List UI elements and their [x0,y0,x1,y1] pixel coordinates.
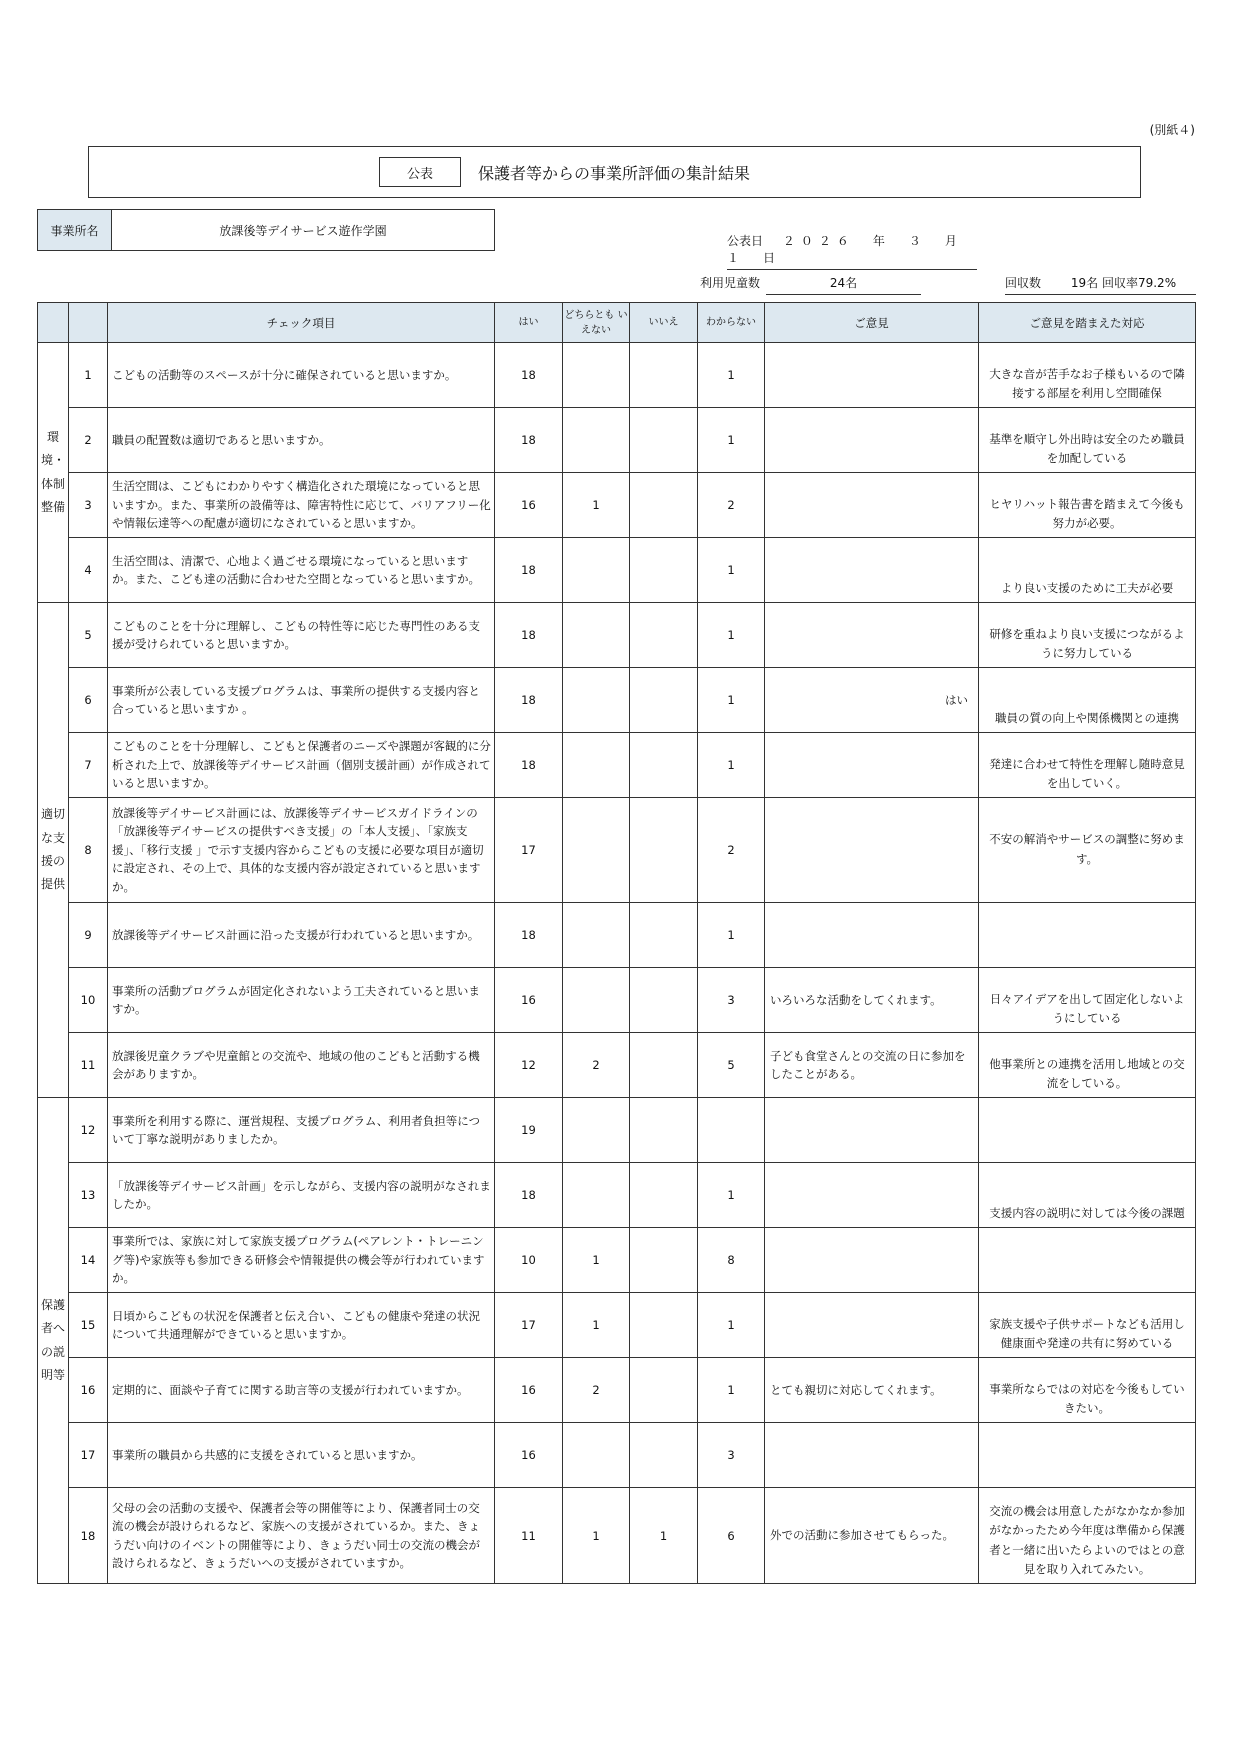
check-item-text: 日頃からこどもの状況を保護者と伝え合い、こどもの健康や発達の状況について共通理解ができていると思いますか。 [112,1308,480,1341]
count-no-text: 1 [659,1528,668,1543]
opinion-cell [765,538,979,603]
response-cell [979,733,1196,798]
opinion-cell [765,473,979,538]
table-row [38,798,1196,903]
count-yes-cell [495,1033,563,1098]
check-item-cell [108,1098,495,1163]
response-rate-value: 79.2% [1137,276,1177,290]
check-item-cell [108,1358,495,1423]
response-count-value: 19名 [1070,276,1099,290]
response-cell [979,903,1196,968]
table-row [38,538,1196,603]
count-no-cell [630,1488,698,1584]
table-row [38,1228,1196,1293]
check-item-text: 父母の会の活動の支援や、保護者会等の開催等により、保護者同士の交流の機会が設けられるなど、家族への支援がされているか。また、きょうだい向けのイベントの開催等により、きょうだい同士の交流の機会が設けられるなど、きょうだいへの支援がされていますか。 [112,1500,480,1570]
check-item-text: 事業所の職員から共感的に支援をされていると思いますか。 [112,1447,423,1462]
item-number-text: 12 [80,1123,96,1137]
check-item-text: 放課後等デイサービス計画に沿った支援が行われていると思いますか。 [112,927,480,942]
count-neither-cell [563,1033,630,1098]
check-item-cell [108,1488,495,1584]
item-number-text: 7 [84,758,92,772]
item-number-text: 6 [84,693,92,707]
opinion-text: 外での活動に参加させてもらった。 [770,1528,954,1543]
table-row [38,408,1196,473]
count-unknown-cell [698,538,765,603]
count-no-cell [630,1163,698,1228]
count-unknown-text: 1 [727,433,735,447]
table-row [38,968,1196,1033]
item-number-cell [69,408,108,473]
count-no-cell [630,1098,698,1163]
item-number-cell [69,1163,108,1228]
item-number-cell [69,603,108,668]
response-text: 他事業所との連携を活用し地域との交流をしている。 [989,1056,1185,1091]
check-item-text: 職員の配置数は適切であると思いますか。 [112,432,331,447]
count-no-cell [630,603,698,668]
table-row [38,1488,1196,1584]
item-number-cell [69,1293,108,1358]
response-stats [1005,274,1196,295]
header-response: ご意見を踏まえた対応 [979,303,1196,343]
count-yes-text: 17 [521,1318,536,1332]
count-neither-cell [563,603,630,668]
count-yes-cell [495,968,563,1033]
category-cell: 保護者への説明等 [38,1098,69,1584]
response-text: 日々アイデアを出して固定化しないようにしている [989,991,1185,1026]
check-item-text: 定期的に、面談や子育てに関する助言等の支援が行われていますか。 [112,1382,469,1397]
item-number-text: 18 [80,1528,96,1543]
count-neither-cell [563,1358,630,1423]
item-number-cell [69,538,108,603]
category-cell: 環境・体制整備 [38,343,69,603]
count-unknown-text: 1 [727,1383,735,1397]
opinion-cell [765,903,979,968]
count-yes-text: 18 [521,693,536,707]
response-cell [979,603,1196,668]
count-unknown-cell [698,668,765,733]
item-number-text: 9 [84,928,92,942]
check-item-cell [108,668,495,733]
response-text: 発達に合わせて特性を理解し随時意見を出していく。 [989,756,1185,791]
count-unknown-cell [698,1228,765,1293]
header-number [69,303,108,343]
table-row [38,1423,1196,1488]
count-yes-text: 16 [521,1383,536,1397]
title-box [88,146,1141,198]
response-text: 大きな音が苦手なお子様もいるので隣接する部屋を利用し空間確保 [989,366,1185,401]
count-unknown-cell [698,1488,765,1584]
count-unknown-cell [698,1033,765,1098]
count-neither-cell [563,473,630,538]
response-cell [979,798,1196,903]
office-name-box [37,209,495,251]
check-item-text: こどもの活動等のスペースが十分に確保されていると思いますか。 [112,367,457,382]
count-yes-cell [495,798,563,903]
evaluation-table [37,302,1196,1584]
count-neither-cell [563,1163,630,1228]
check-item-cell [108,538,495,603]
count-no-cell [630,798,698,903]
count-yes-text: 12 [521,1058,536,1072]
header-yes: はい [495,303,563,343]
check-item-cell [108,1423,495,1488]
count-yes-text: 18 [521,433,536,447]
response-cell [979,1033,1196,1098]
check-item-text: 生活空間は、清潔で、心地よく過ごせる環境になっていると思いますか。また、こども達の活動に合わせた空間となっていると思いますか。 [112,553,480,586]
count-unknown-text: 3 [727,993,735,1007]
item-number-text: 11 [80,1058,96,1072]
opinion-cell [765,603,979,668]
item-number-cell [69,1033,108,1098]
count-unknown-text: 1 [727,628,735,642]
item-number-cell [69,1488,108,1584]
check-item-cell [108,903,495,968]
count-unknown-cell [698,1293,765,1358]
count-neither-cell [563,668,630,733]
table-row [38,473,1196,538]
check-item-text: 事業所の活動プログラムが固定化されないよう工夫されていると思いますか。 [112,983,480,1016]
response-text: より良い支援のために工夫が必要 [1000,581,1174,596]
response-cell [979,1293,1196,1358]
count-yes-cell [495,668,563,733]
count-neither-text: 1 [592,1253,600,1267]
count-yes-cell [495,1163,563,1228]
count-yes-cell [495,1098,563,1163]
count-yes-text: 16 [521,498,536,512]
item-number-text: 10 [80,993,96,1007]
opinion-cell [765,733,979,798]
count-neither-cell [563,798,630,903]
count-unknown-text: 2 [727,843,735,857]
table-row [38,603,1196,668]
count-no-cell [630,473,698,538]
table-row [38,1033,1196,1098]
attachment-label: (別紙４) [1149,123,1195,137]
response-text: 交流の機会は用意したがなかなか参加がなかったため今年度は準備から保護者と一緒に出いたらよいのではとの意見を取り入れてみたい。 [989,1503,1185,1577]
count-unknown-cell [698,903,765,968]
item-number-cell [69,1228,108,1293]
count-neither-cell [563,538,630,603]
count-yes-cell [495,1228,563,1293]
count-unknown-text: 6 [727,1528,735,1543]
count-yes-text: 17 [521,843,536,857]
count-neither-cell [563,968,630,1033]
check-item-cell [108,1293,495,1358]
count-no-cell [630,1033,698,1098]
count-yes-text: 16 [521,993,536,1007]
count-yes-text: 18 [521,758,536,772]
count-yes-cell [495,733,563,798]
item-number-cell [69,733,108,798]
count-neither-text: 1 [592,1318,600,1332]
item-number-cell [69,343,108,408]
item-number-cell [69,668,108,733]
item-number-cell [69,1098,108,1163]
opinion-cell [765,1098,979,1163]
response-cell [979,1163,1196,1228]
opinion-text: 子ども食堂さんとの交流の日に参加をしたことがある。 [770,1048,966,1081]
count-unknown-text: 2 [727,498,735,512]
category-cell: 適切な支援の提供 [38,603,69,1098]
count-yes-cell [495,603,563,668]
check-item-text: 放課後等デイサービス計画には、放課後等デイサービスガイドラインの「放課後等デイサービスの提供すべき支援」の「本人支援」、「家族支援」、「移行支援 」で示す支援内容からこどもの支援に必要な項目が適切に設定され、その上で、具体的な支援内容が設定されていると思いますか。 [112,806,484,894]
check-item-cell [108,1033,495,1098]
response-text: 職員の質の向上や関係機関との連携 [995,711,1179,726]
response-cell [979,1098,1196,1163]
table-row [38,903,1196,968]
count-unknown-cell [698,343,765,408]
count-no-cell [630,408,698,473]
item-number-text: 5 [84,628,92,642]
item-number-text: 15 [80,1318,96,1332]
count-no-cell [630,733,698,798]
response-count-label: 回収数 [1005,276,1042,290]
response-text: 不安の解消やサービスの調整に努めます。 [989,832,1185,866]
check-item-cell [108,798,495,903]
opinion-cell [765,343,979,408]
count-no-cell [630,668,698,733]
item-number-text: 1 [84,368,92,382]
item-number-text: 4 [84,563,92,577]
table-row [38,1358,1196,1423]
count-yes-text: 18 [521,563,536,577]
opinion-cell [765,968,979,1033]
check-item-text: 生活空間は、こどもにわかりやすく構造化された環境になっていると思いますか。また、事業所の設備等は、障害特性に応じて、バリアフリー化や情報伝達等への配慮が適切になされていると思いますか。 [112,479,491,531]
check-item-text: 放課後児童クラブや児童館との交流や、地域の他のこどもと活動する機会がありますか。 [112,1048,480,1081]
table-row [38,343,1196,408]
opinion-text: とても親切に対応してくれます。 [770,1382,942,1397]
public-badge: 公表 [379,157,461,187]
publication-date [727,232,981,270]
opinion-cell [765,798,979,903]
check-item-text: 事業所では、家族に対して家族支援プログラム(ペアレント・トレーニング等)や家族等も参加できる研修会や情報提供の機会等が行われていますか。 [112,1234,485,1286]
response-text: 支援内容の説明に対しては今後の課題 [989,1206,1185,1221]
count-yes-text: 11 [521,1528,536,1543]
count-neither-text: 2 [592,1058,600,1072]
response-cell [979,408,1196,473]
check-item-cell [108,1163,495,1228]
user-count-value: 24名 [766,274,921,295]
item-number-text: 14 [80,1253,96,1267]
check-item-text: こどものことを十分に理解し、こどもの特性等に応じた専門性のある支援が受けられていると思いますか。 [112,618,480,651]
page-title: 保護者等からの事業所評価の集計結果 [478,164,751,183]
count-neither-cell [563,1423,630,1488]
count-neither-cell [563,1098,630,1163]
item-number-text: 17 [80,1448,96,1462]
response-text: 家族支援や子供サポートなども活用し健康面や発達の共有に努めている [989,1316,1185,1351]
response-text: 研修を重ねより良い支援につながるように努力している [989,626,1185,661]
check-item-text: 事業所が公表している支援プログラムは、事業所の提供する支援内容と合っていると思いますか 。 [112,683,480,716]
count-no-cell [630,1423,698,1488]
response-cell [979,1488,1196,1584]
check-item-cell [108,473,495,538]
count-no-cell [630,538,698,603]
count-yes-text: 18 [521,928,536,942]
check-item-text: 事業所を利用する際に、運営規程、支援プログラム、利用者負担等について丁寧な説明がありましたか。 [112,1113,480,1146]
count-neither-text: 2 [592,1383,600,1397]
count-unknown-cell [698,798,765,903]
opinion-cell [765,1033,979,1098]
count-neither-text: 1 [592,1528,600,1543]
response-cell [979,1228,1196,1293]
count-no-cell [630,968,698,1033]
table-row [38,733,1196,798]
count-unknown-text: 1 [727,928,735,942]
item-number-cell [69,968,108,1033]
count-unknown-text: 1 [727,368,735,382]
count-unknown-cell [698,968,765,1033]
count-no-cell [630,343,698,408]
header-unknown: わからない [698,303,765,343]
count-unknown-cell [698,603,765,668]
count-yes-cell [495,903,563,968]
item-number-text: 2 [84,433,92,447]
count-unknown-text: 8 [727,1253,735,1267]
check-item-text: こどものことを十分理解し、こどもと保護者のニーズや課題が客観的に分析された上で、放課後等デイサービス計画（個別支援計画）が作成されていると思いますか。 [112,739,491,791]
check-item-cell [108,968,495,1033]
item-number-cell [69,798,108,903]
opinion-cell [765,1423,979,1488]
response-text: ヒヤリハット報告書を踏まえて今後も努力が必要。 [989,496,1185,531]
table-row [38,1163,1196,1228]
count-unknown-cell [698,408,765,473]
response-cell [979,1358,1196,1423]
count-unknown-cell [698,1098,765,1163]
item-number-text: 3 [84,498,92,512]
response-cell [979,538,1196,603]
header-check-item: チェック項目 [108,303,495,343]
opinion-cell [765,1358,979,1423]
count-unknown-cell [698,733,765,798]
count-yes-cell [495,408,563,473]
count-neither-cell [563,408,630,473]
check-item-cell [108,603,495,668]
response-text: 基準を順守し外出時は安全のため職員を加配している [989,431,1185,466]
count-no-cell [630,1358,698,1423]
count-yes-cell [495,538,563,603]
response-cell [979,473,1196,538]
count-unknown-text: 1 [727,758,735,772]
check-item-cell [108,733,495,798]
opinion-cell [765,1228,979,1293]
table-header-row [38,303,1196,343]
count-yes-cell [495,1293,563,1358]
opinion-cell [765,1293,979,1358]
count-unknown-text: 3 [727,1448,735,1462]
table-row [38,1293,1196,1358]
response-cell [979,1423,1196,1488]
count-neither-cell [563,733,630,798]
count-yes-text: 10 [521,1253,536,1267]
check-item-cell [108,1228,495,1293]
count-yes-text: 16 [521,1448,536,1462]
count-unknown-text: 1 [727,1188,735,1202]
count-yes-text: 18 [521,368,536,382]
count-unknown-cell [698,1358,765,1423]
count-neither-cell [563,903,630,968]
header-category [38,303,69,343]
count-yes-cell [495,343,563,408]
count-unknown-cell [698,1423,765,1488]
check-item-cell [108,343,495,408]
response-cell [979,668,1196,733]
office-name: 放課後等デイサービス遊作学園 [219,223,387,238]
header-neither: どちらとも いえない [563,303,630,343]
count-yes-cell [495,1488,563,1584]
response-rate-label: 回収率 [1101,276,1138,290]
count-yes-text: 18 [521,1188,536,1202]
item-number-text: 16 [80,1383,96,1397]
opinion-text: いろいろな活動をしてくれます。 [770,992,942,1007]
count-unknown-text: 5 [727,1058,735,1072]
opinion-cell [765,1488,979,1584]
header-opinion: ご意見 [765,303,979,343]
item-number-text: 13 [80,1188,96,1202]
count-no-cell [630,1228,698,1293]
item-number-cell [69,903,108,968]
count-unknown-text: 1 [727,563,735,577]
header-no: いいえ [630,303,698,343]
response-text: 事業所ならではの対応を今後もしていきたい。 [989,1381,1185,1416]
count-unknown-cell [698,1163,765,1228]
count-neither-cell [563,1293,630,1358]
pub-date-label: 公表日 [727,234,764,248]
count-neither-cell [563,1228,630,1293]
user-count-label: 利用児童数 [700,276,761,290]
item-number-text: 8 [84,843,92,857]
pub-date-value: ２０２６ 年 ３ 月 １ 日 [727,234,981,265]
check-item-text: 「放課後等デイサービス計画」を示しながら、支援内容の説明がなされましたか。 [112,1178,491,1211]
opinion-cell [765,408,979,473]
count-neither-cell [563,343,630,408]
item-number-cell [69,1423,108,1488]
count-no-cell [630,1293,698,1358]
opinion-cell [765,1163,979,1228]
item-number-cell [69,473,108,538]
table-row [38,668,1196,733]
response-cell [979,968,1196,1033]
item-number-cell [69,1358,108,1423]
opinion-extra-text: はい [945,692,968,707]
count-no-cell [630,903,698,968]
count-unknown-text: 1 [727,693,735,707]
count-neither-cell [563,1488,630,1584]
count-unknown-text: 1 [727,1318,735,1332]
response-cell [979,343,1196,408]
opinion-cell [765,668,979,733]
table-row [38,1098,1196,1163]
count-yes-text: 19 [521,1123,536,1137]
count-yes-cell [495,1358,563,1423]
count-neither-text: 1 [592,498,600,512]
count-yes-cell [495,473,563,538]
user-count [700,274,921,295]
count-unknown-cell [698,473,765,538]
office-label: 事業所名 [38,210,112,250]
check-item-cell [108,408,495,473]
count-yes-text: 18 [521,628,536,642]
count-yes-cell [495,1423,563,1488]
